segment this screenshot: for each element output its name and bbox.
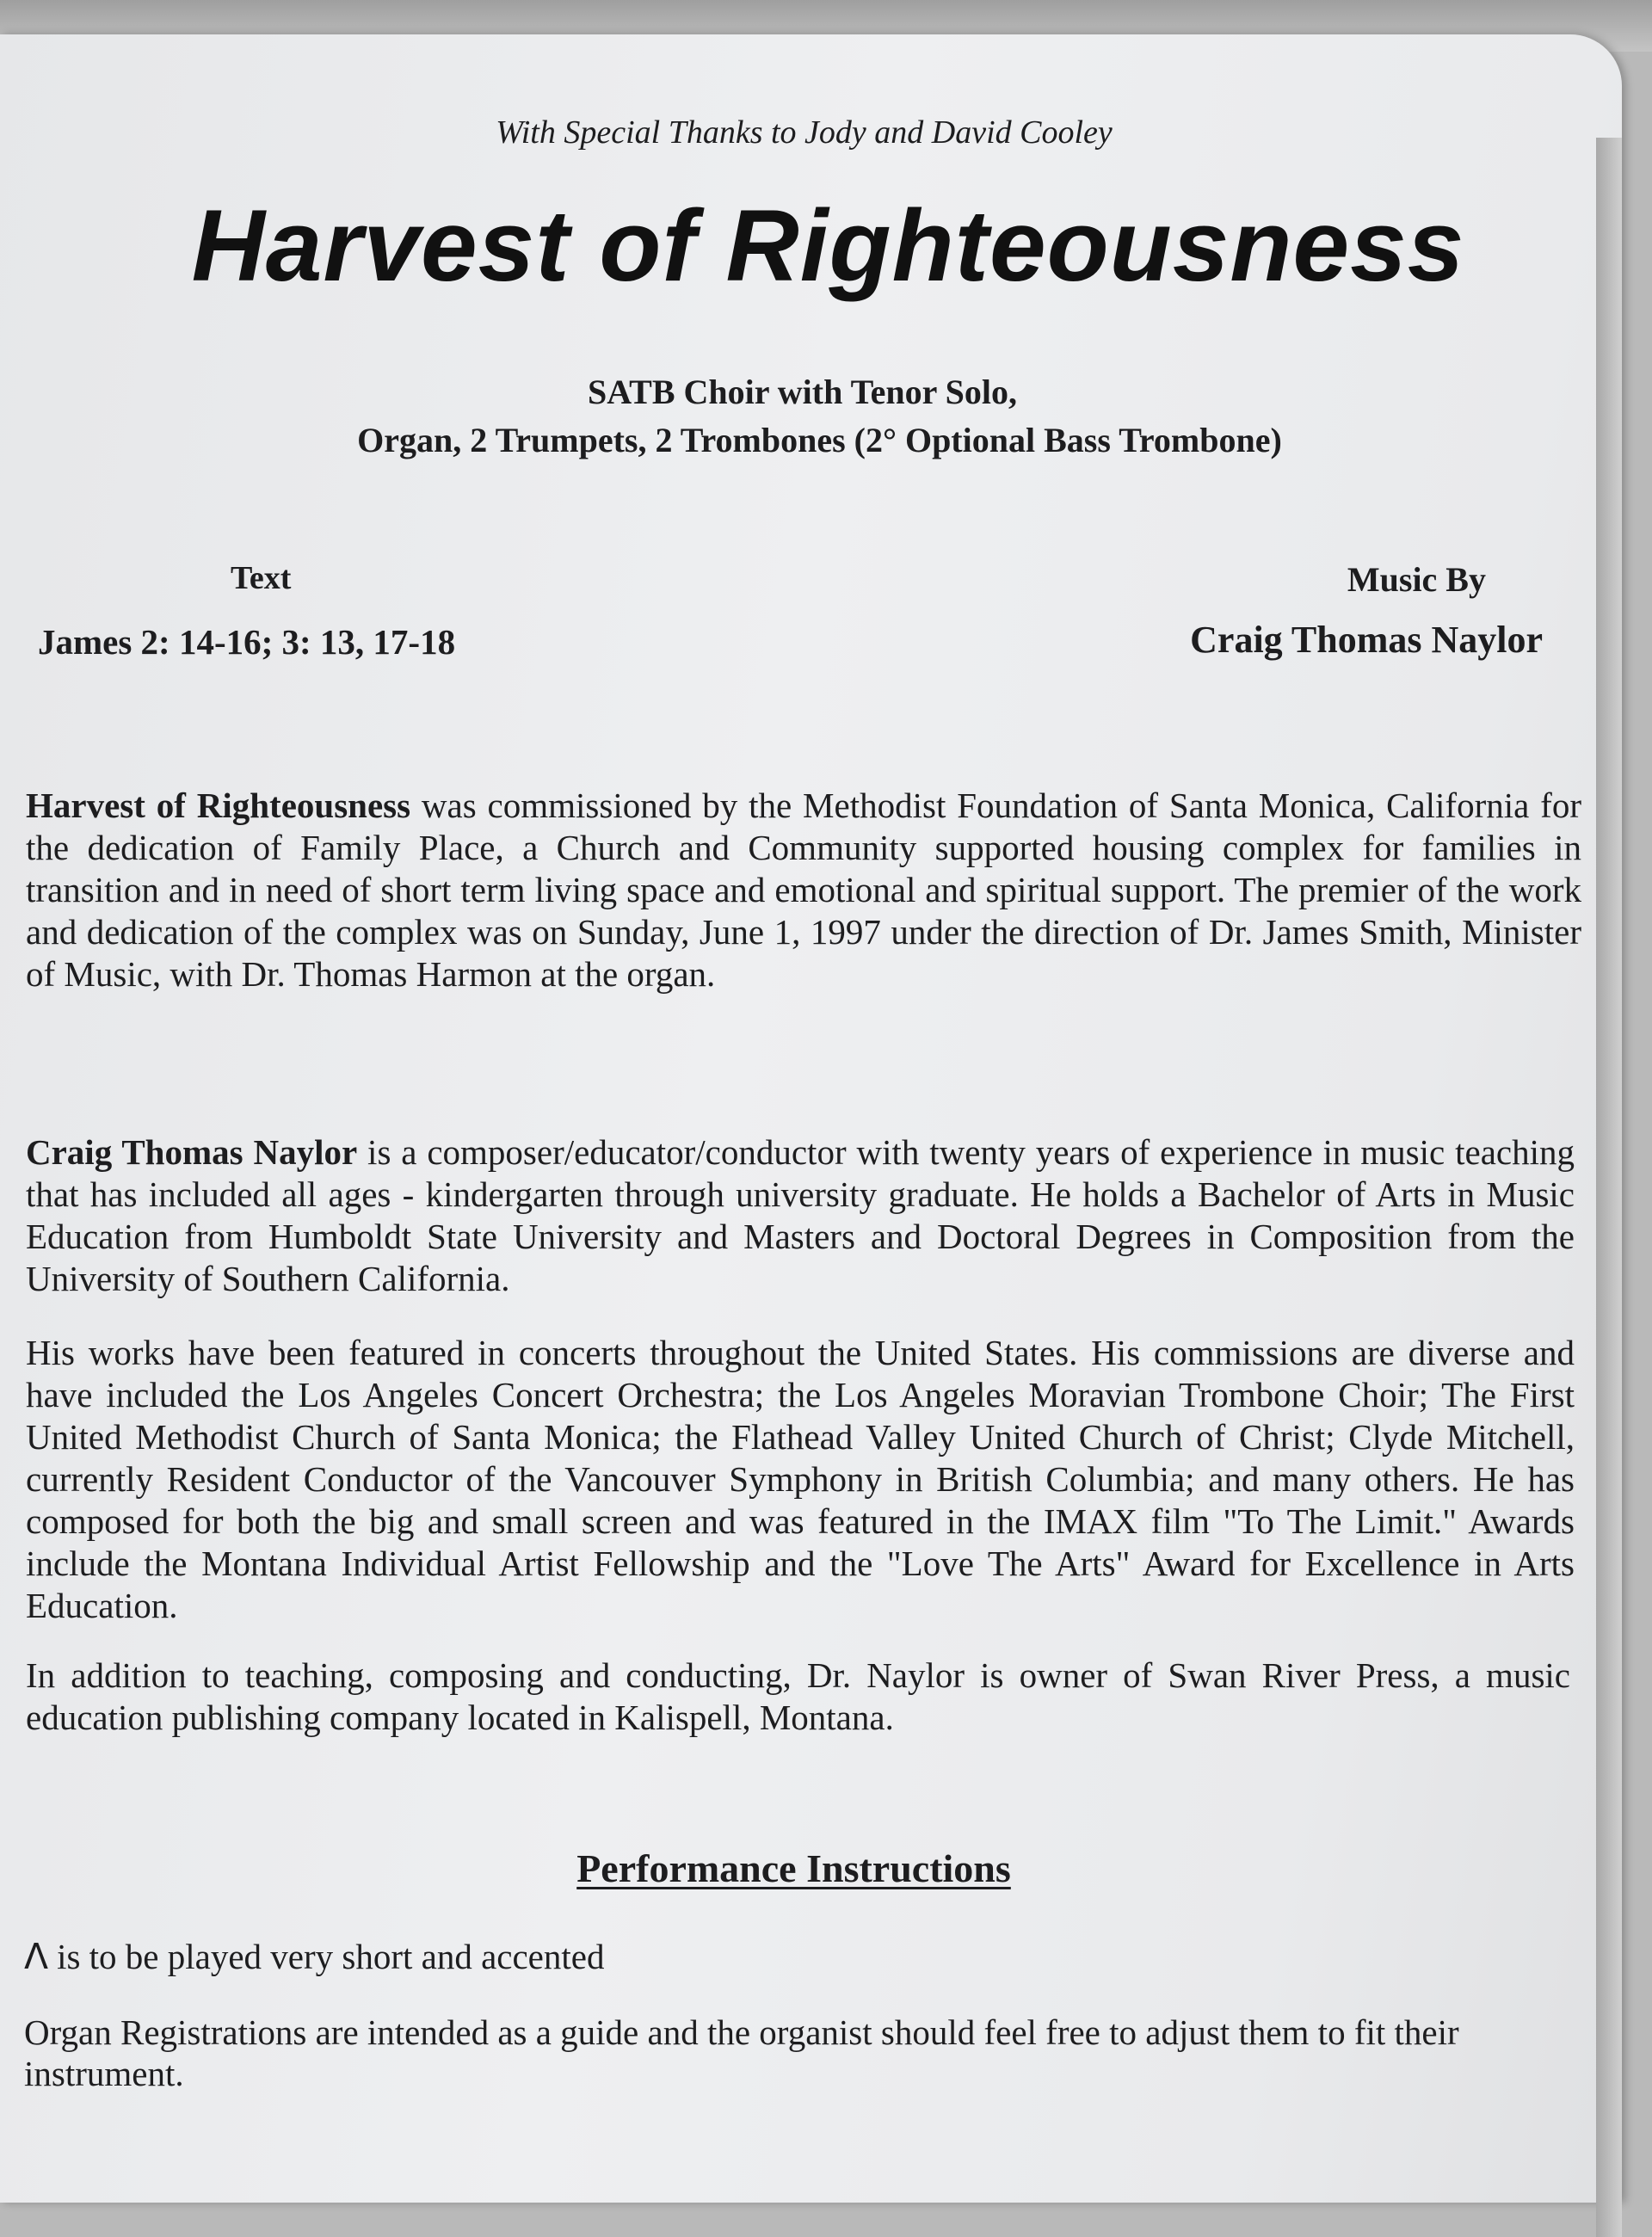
program-page [0,34,1622,2203]
composer-name-bold: Craig Thomas Naylor [26,1132,358,1172]
works-paragraph: His works have been featured in concerts throughout the United States. His commissions are diverse and have included the Los Angeles Concert Orchestra; the Los Angeles Moravian Trombone Choir; The First United Methodist Church of Santa Monica; the Flathead Valley United Church of Christ; Clyde Mitchell, currently Resident Conductor of the Vancouver Symphony in British Columbia; and many others. He has composed for both the big and small screen and was featured in the IMAX film "To The Limit." Awards include the Montana Individual Artist Fellowship and the "Love The Arts" Award for Excellence in Arts Education. [26,1333,1575,1625]
performance-instructions-heading: Performance Instructions [576,1846,1011,1890]
composer-name: Craig Thomas Naylor [1190,619,1543,661]
special-thanks: With Special Thanks to Jody and David Cooley [496,114,1113,151]
accent-instruction-text: is to be played very short and accented [57,1937,605,1976]
press-paragraph: In addition to teaching, composing and conducting, Dr. Naylor is owner of Swan River Press, a music education publishing company located in Kalispell, Montana. [26,1655,1570,1737]
music-by-label: Music By [1347,560,1486,599]
instrumentation-line-1: SATB Choir with Tenor Solo, [587,373,1018,411]
work-title-bold: Harvest of Righteousness [26,786,411,825]
bio-paragraph [26,1131,1575,1300]
text-label: Text [231,560,292,596]
accent-instruction [24,1936,1573,1977]
organ-instruction: Organ Registrations are intended as a guide and the organist should feel free to adjust them to fit their instrument. [24,2012,1459,2093]
accent-mark-icon: Λ [24,1936,49,1977]
page-title: Harvest of Righteousness [191,189,1465,303]
commission-paragraph [26,785,1581,995]
instrumentation-line-2: Organ, 2 Trumpets, 2 Trombones (2° Optional Bass Trombone) [357,421,1282,459]
bio-text: is a composer/educator/conductor with twenty years of experience in music teaching that has included all ages - kindergarten through university graduate. He holds a Bachelor of Arts in Music Education from Humboldt State University and Masters and Doctoral Degrees in Composition from the University of Southern California. [26,1132,1575,1298]
commission-text: was commissioned by the Methodist Foundation of Santa Monica, California for the dedication of Family Place, a Church and Community supported housing complex for families in transition and in need of short term living space and emotional and spiritual support. The premier of the work and dedication of the complex was on Sunday, June 1, 1997 under the direction of Dr. James Smith, Minister of Music, with Dr. Thomas Harmon at the organ. [26,786,1581,994]
text-source: James 2: 14-16; 3: 13, 17-18 [38,622,456,662]
